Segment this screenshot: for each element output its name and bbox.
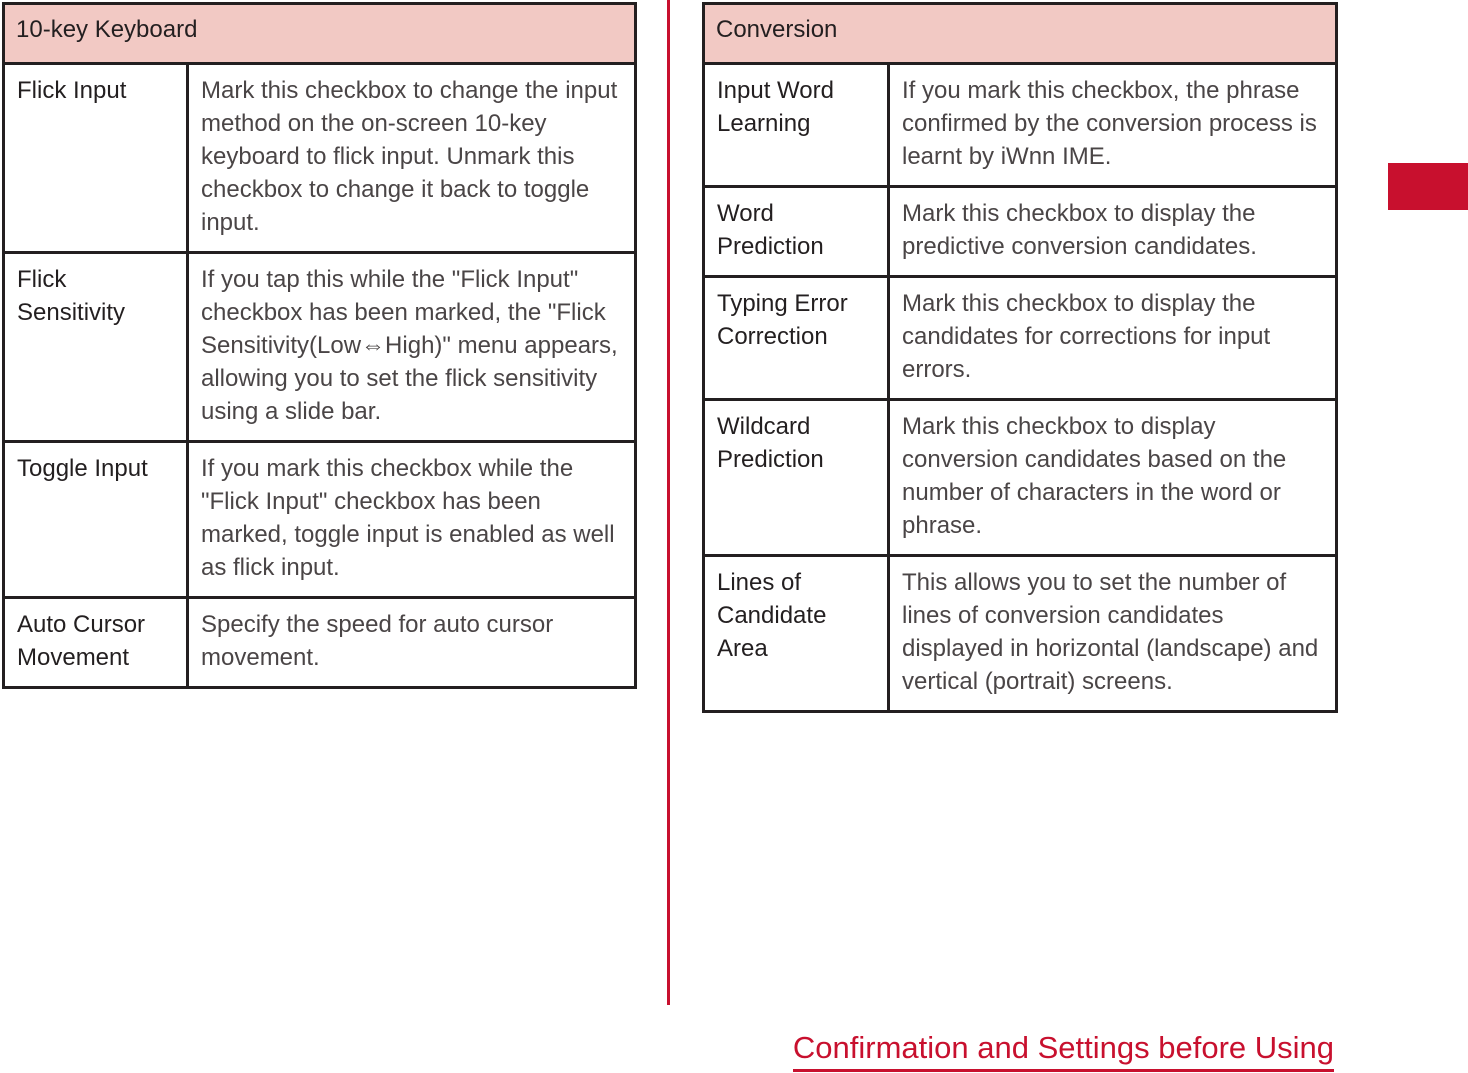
table-row <box>4 64 636 253</box>
table-row <box>704 400 1337 556</box>
table-header: 10-key Keyboard <box>4 4 636 64</box>
setting-name: Word Prediction <box>704 187 889 277</box>
setting-description: If you mark this checkbox while the "Flick Input" checkbox has been marked, toggle input is enabled as well as flick input. <box>188 442 636 598</box>
setting-description: Mark this checkbox to display conversion candidates based on the number of characters in the word or phrase. <box>889 400 1337 556</box>
keyboard-settings-table <box>2 2 637 689</box>
setting-description: Specify the speed for auto cursor movement. <box>188 598 636 688</box>
table-row <box>704 556 1337 712</box>
setting-name: Input Word Learning <box>704 64 889 187</box>
section-title-footer: Confirmation and Settings before Using <box>793 1028 1334 1072</box>
setting-description: If you tap this while the "Flick Input" checkbox has been marked, the "Flick Sensitivity(Low⇔High)" menu appears, allowing you to set the flick sensitivity using a slide bar. <box>188 253 636 442</box>
table-row <box>4 598 636 688</box>
table-row <box>704 64 1337 187</box>
table-row <box>4 442 636 598</box>
conversion-settings-table <box>702 2 1338 713</box>
setting-name: Wildcard Prediction <box>704 400 889 556</box>
column-divider <box>667 0 670 1005</box>
setting-description: Mark this checkbox to display the candidates for corrections for input errors. <box>889 277 1337 400</box>
setting-name: Toggle Input <box>4 442 188 598</box>
table-row <box>704 187 1337 277</box>
setting-description: Mark this checkbox to change the input method on the on-screen 10-key keyboard to flick input. Unmark this checkbox to change it back to toggle input. <box>188 64 636 253</box>
chapter-tab-marker <box>1388 163 1468 210</box>
table-header: Conversion <box>704 4 1337 64</box>
setting-description: This allows you to set the number of lines of conversion candidates displayed in horizontal (landscape) and vertical (portrait) screens. <box>889 556 1337 712</box>
setting-name: Flick Sensitivity <box>4 253 188 442</box>
table-row <box>704 277 1337 400</box>
setting-description: Mark this checkbox to display the predictive conversion candidates. <box>889 187 1337 277</box>
setting-name: Flick Input <box>4 64 188 253</box>
table-header-row <box>4 4 636 64</box>
setting-name: Typing Error Correction <box>704 277 889 400</box>
setting-name: Auto Cursor Movement <box>4 598 188 688</box>
setting-name: Lines of Candidate Area <box>704 556 889 712</box>
setting-description: If you mark this checkbox, the phrase confirmed by the conversion process is learnt by iWnn IME. <box>889 64 1337 187</box>
table-header-row <box>704 4 1337 64</box>
table-row <box>4 253 636 442</box>
